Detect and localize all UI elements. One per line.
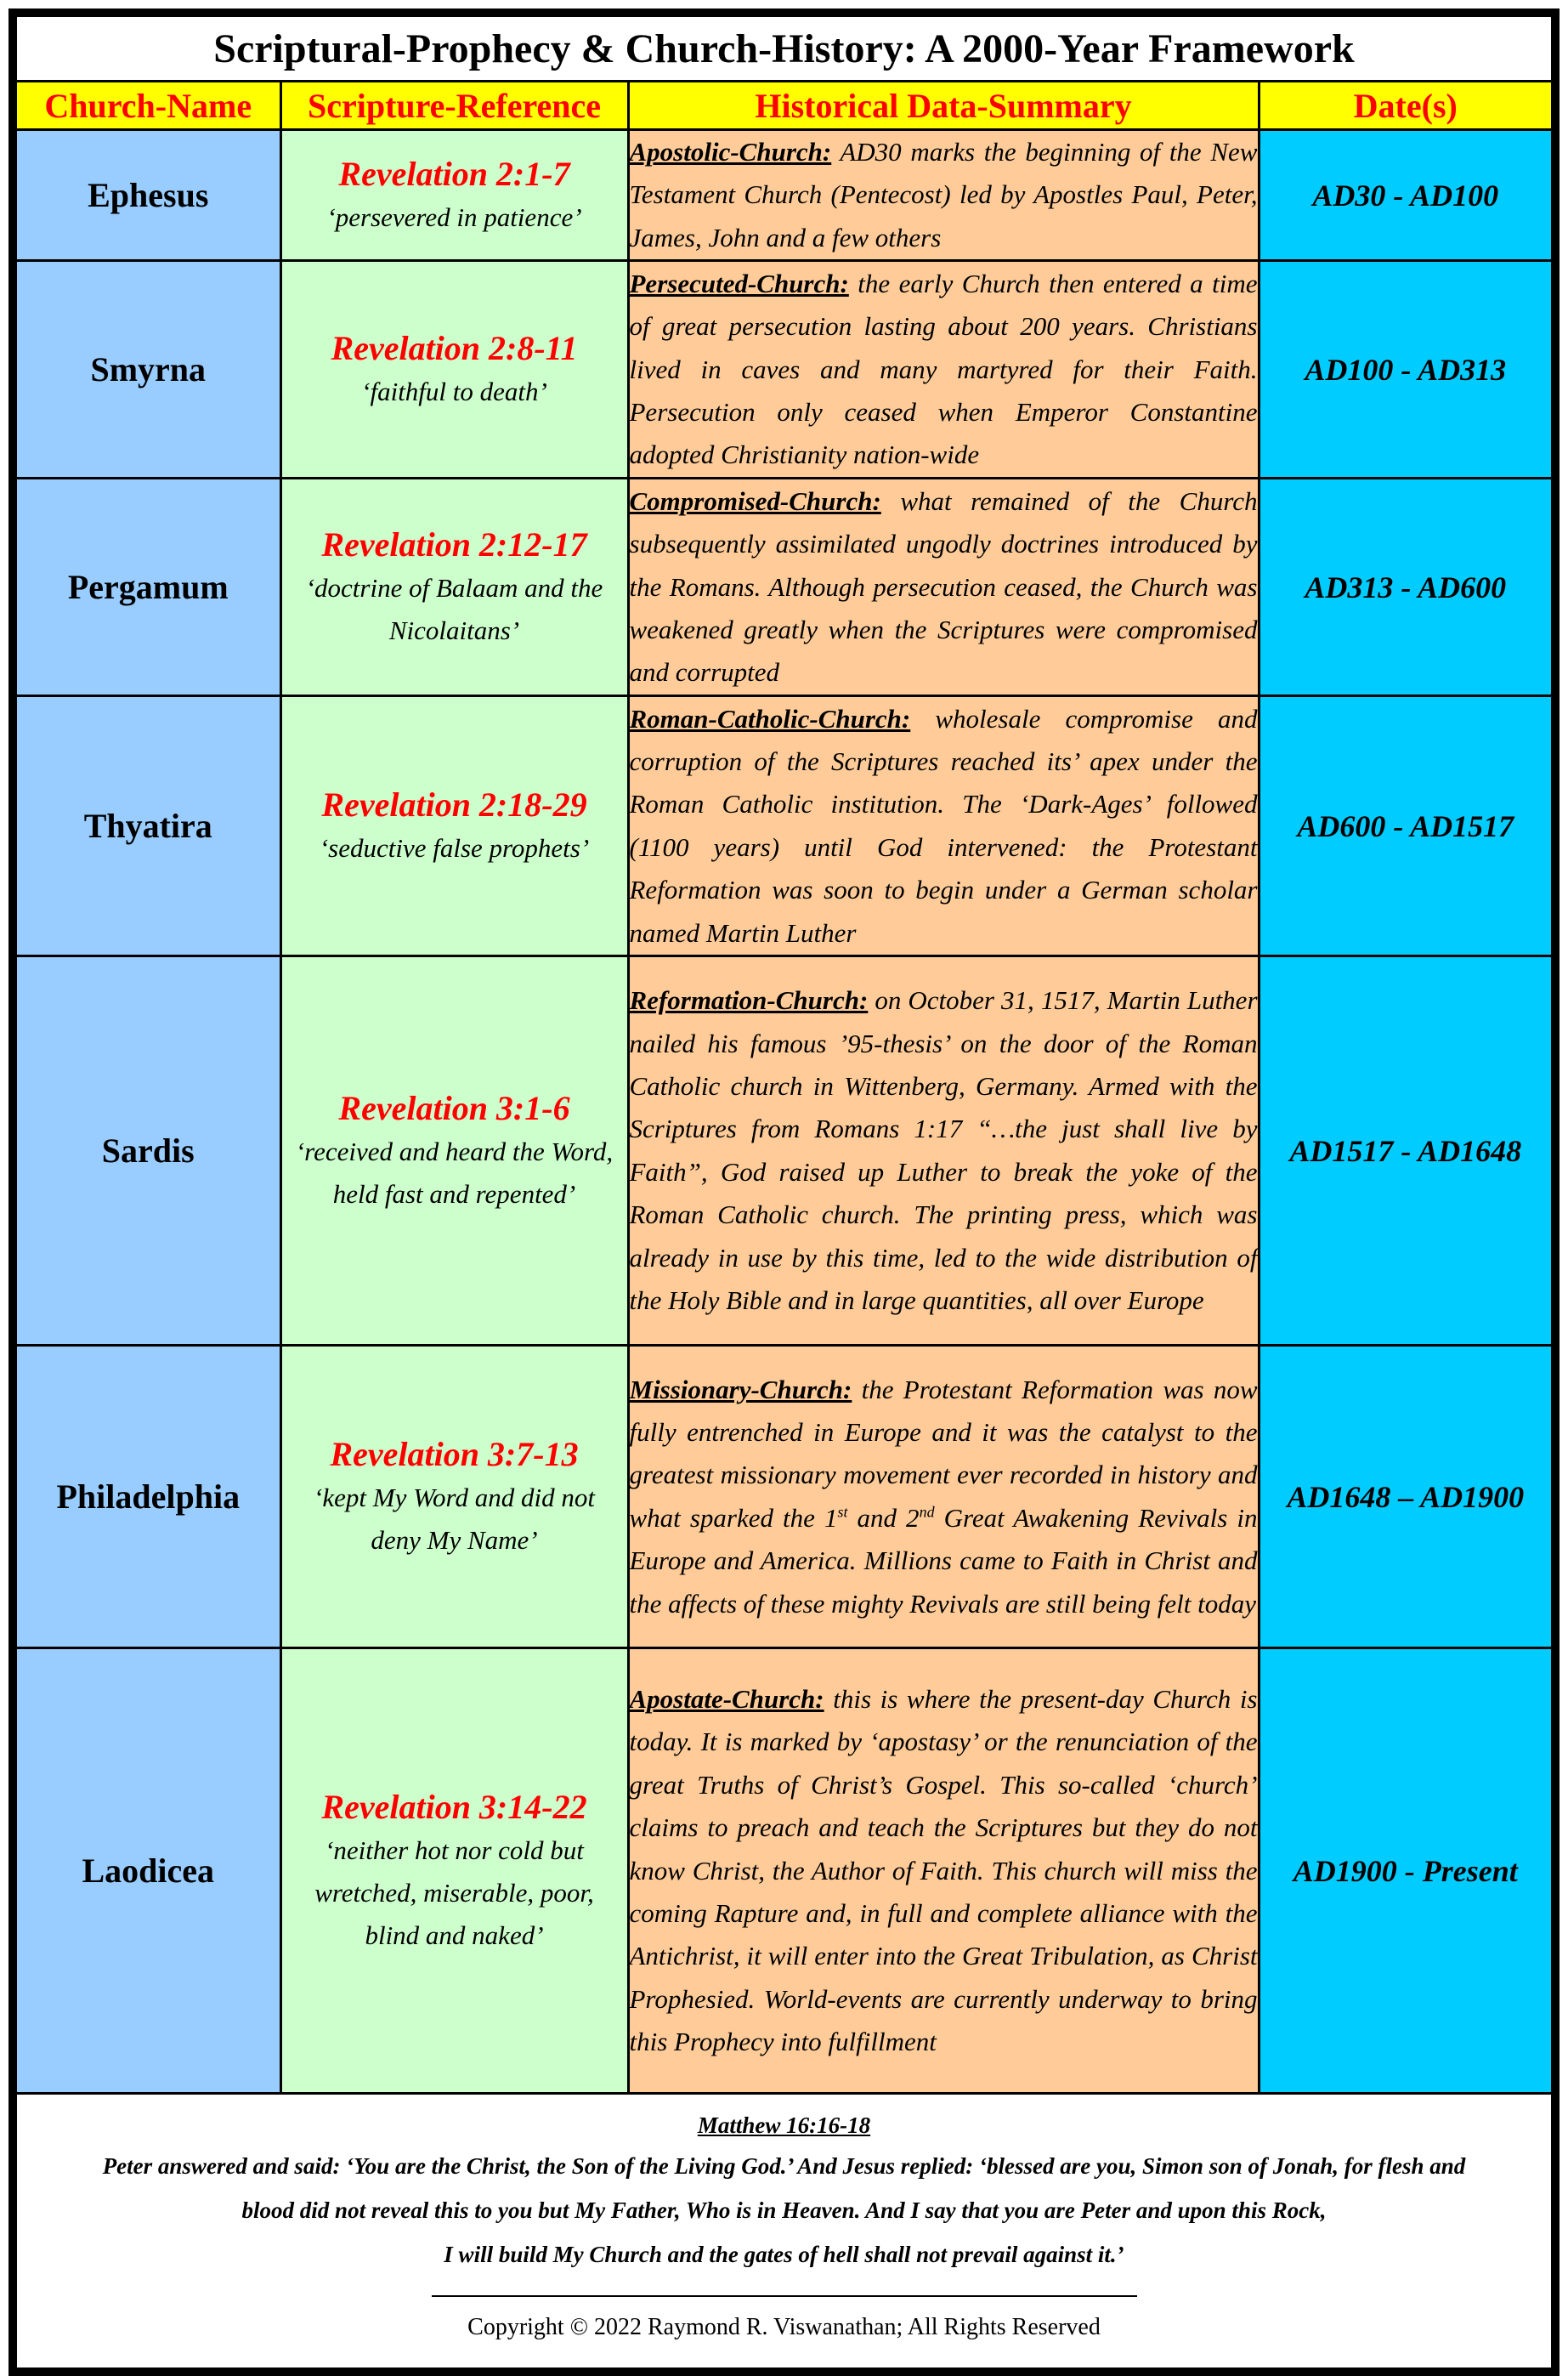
copyright-notice: Copyright © 2022 Raymond R. Viswanathan; All Rights Reserved bbox=[467, 2314, 1101, 2341]
scripture-reference: Revelation 2:1-7 bbox=[338, 154, 570, 193]
church-name: Thyatira bbox=[17, 696, 280, 956]
header-scripture-reference: Scripture-Reference bbox=[280, 82, 628, 130]
footer-verse-line: Peter answered and said: ‘You are the Christ, the Son of the Living God.’ And Jesus replied: ‘blessed are you, Simon son of Jonah, for flesh and bbox=[102, 2153, 1466, 2180]
summary-cell bbox=[628, 696, 1259, 956]
church-name: Smyrna bbox=[17, 261, 280, 479]
church-name: Philadelphia bbox=[17, 1346, 280, 1648]
scripture-reference: Revelation 2:18-29 bbox=[321, 785, 587, 824]
scripture-reference: Revelation 3:1-6 bbox=[338, 1088, 570, 1127]
summary-cell bbox=[628, 130, 1259, 261]
superscript-first: st bbox=[837, 1503, 848, 1521]
scripture-reference: Revelation 2:8-11 bbox=[331, 328, 578, 367]
church-name: Sardis bbox=[17, 956, 280, 1346]
era-label: Compromised-Church: bbox=[629, 485, 881, 516]
table-row bbox=[17, 696, 1551, 956]
scripture-cell bbox=[280, 261, 628, 479]
church-name: Laodicea bbox=[17, 1648, 280, 2094]
date-range: AD313 - AD600 bbox=[1259, 479, 1551, 696]
header-historical-summary: Historical Data-Summary bbox=[628, 82, 1259, 130]
summary-text: on October 31, 1517, Martin Luther nailed his famous ’95-thesis’ on the door of the Roman Catholic church in Wittenberg, Germany. Armed with the Scriptures from Romans 1:17 “…the just shall live by Faith”, God raised up Luther to break the yoke of the Roman Catholic church. The printing press, which was already in use by this time, led to the wide distribution of the Holy Bible and in large quantities, all over Europe bbox=[629, 985, 1258, 1315]
scripture-quote: ‘received and heard the Word, held fast and repented’ bbox=[295, 1136, 614, 1209]
summary-text: what remained of the Church subsequently assimilated ungodly doctrines introduced by the Romans. Although persecution ceased, the Church was weakened greatly when the Scriptures were compromised and corrupted bbox=[629, 485, 1258, 688]
date-range: AD1900 - Present bbox=[1259, 1648, 1551, 2094]
summary-text: AD30 marks the beginning of the New Testament Church (Pentecost) led by Apostles Paul, Peter, James, John and a few others bbox=[629, 137, 1258, 252]
summary-text: the early Church then entered a time of great persecution lasting about 200 years. Christians lived in caves and many martyred for their Faith. Persecution only ceased when Emperor Constantine adopted Christianity nation-wide bbox=[629, 268, 1258, 470]
footer-scripture-reference: Matthew 16:16-18 bbox=[697, 2112, 871, 2139]
footer-verse-line: I will build My Church and the gates of hell shall not prevail against it.’ bbox=[444, 2242, 1124, 2268]
era-label: Roman-Catholic-Church: bbox=[629, 703, 911, 734]
summary-cell bbox=[628, 956, 1259, 1346]
footer-verse-line: blood did not reveal this to you but My Father, Who is in Heaven. And I say that you are Peter and upon this Rock, bbox=[241, 2197, 1327, 2224]
date-range: AD1648 – AD1900 bbox=[1259, 1346, 1551, 1648]
table-row bbox=[17, 1346, 1551, 1648]
summary-text-part: the Protestant Reformation was now fully entrenched in Europe and it was the catalyst to the greatest missionary movement ever recorded in history and what sparked the 1 bbox=[629, 1374, 1258, 1533]
scripture-cell bbox=[280, 696, 628, 956]
scripture-quote: ‘persevered in patience’ bbox=[326, 201, 582, 232]
era-label: Reformation-Church: bbox=[629, 985, 869, 1016]
footer-verse bbox=[17, 2095, 1551, 2277]
scripture-cell bbox=[280, 956, 628, 1346]
summary-cell bbox=[628, 1648, 1259, 2094]
summary-cell bbox=[628, 261, 1259, 479]
superscript-second: nd bbox=[919, 1503, 935, 1521]
scripture-quote: ‘seductive false prophets’ bbox=[319, 832, 590, 863]
date-range: AD30 - AD100 bbox=[1259, 130, 1551, 261]
scripture-quote: ‘neither hot nor cold but wretched, miserable, poor, blind and naked’ bbox=[314, 1834, 594, 1950]
table-header-row bbox=[17, 82, 1551, 130]
era-label: Persecuted-Church: bbox=[629, 268, 849, 298]
scripture-cell bbox=[280, 1346, 628, 1648]
scripture-cell bbox=[280, 479, 628, 696]
scripture-cell bbox=[280, 1648, 628, 2094]
era-label: Apostate-Church: bbox=[629, 1683, 824, 1714]
summary-text-part: and 2 bbox=[847, 1502, 920, 1533]
date-range: AD100 - AD313 bbox=[1259, 261, 1551, 479]
table-row bbox=[17, 1648, 1551, 2094]
church-name: Pergamum bbox=[17, 479, 280, 696]
document-frame bbox=[8, 9, 1560, 2376]
summary-text: wholesale compromise and corruption of the Scriptures reached its’ apex under the Roman Catholic institution. The ‘Dark-Ages’ followed (1100 years) until God intervened: the Protestant Reformation was soon to begin under a German scholar named Martin Luther bbox=[629, 703, 1258, 948]
scripture-reference: Revelation 2:12-17 bbox=[321, 525, 587, 564]
date-range: AD600 - AD1517 bbox=[1259, 696, 1551, 956]
era-label: Missionary-Church: bbox=[629, 1374, 852, 1404]
scripture-reference: Revelation 3:14-22 bbox=[321, 1787, 587, 1826]
summary-text: this is where the present-day Church is today. It is marked by ‘apostasy’ or the renunciation of the great Truths of Christ’s Gospel. This so-called ‘church’ claims to preach and teach the Scriptures but they do not know Christ, the Author of Faith. This church will miss the coming Rapture and, in full and complete alliance with the Antichrist, it will enter into the Great Tribulation, as Christ Prophesied. World-events are currently underway to bring this Prophecy into fulfillment bbox=[629, 1683, 1258, 2057]
footer-divider bbox=[432, 2295, 1137, 2297]
scripture-quote: ‘doctrine of Balaam and the Nicolaitans’ bbox=[305, 572, 603, 645]
date-range: AD1517 - AD1648 bbox=[1259, 956, 1551, 1346]
table-row bbox=[17, 479, 1551, 696]
header-church-name: Church-Name bbox=[17, 82, 280, 130]
table-row bbox=[17, 261, 1551, 479]
page-title: Scriptural-Prophecy & Church-History: A 2000-Year Framework bbox=[17, 17, 1551, 82]
scripture-reference: Revelation 3:7-13 bbox=[330, 1434, 579, 1473]
scripture-quote: ‘faithful to death’ bbox=[361, 376, 547, 406]
summary-cell bbox=[628, 1346, 1259, 1648]
summary-cell bbox=[628, 479, 1259, 696]
scripture-quote: ‘kept My Word and did not deny My Name’ bbox=[314, 1482, 595, 1555]
church-history-table bbox=[17, 82, 1551, 2095]
scripture-cell bbox=[280, 130, 628, 261]
header-dates: Date(s) bbox=[1259, 82, 1551, 130]
table-row bbox=[17, 956, 1551, 1346]
church-name: Ephesus bbox=[17, 130, 280, 261]
era-label: Apostolic-Church: bbox=[629, 137, 832, 167]
table-row bbox=[17, 130, 1551, 261]
summary-text-part: Great Awakening Revivals in Europe and America. Millions came to Faith in Christ and the affects of these mighty Revivals are still being felt today bbox=[629, 1502, 1258, 1619]
